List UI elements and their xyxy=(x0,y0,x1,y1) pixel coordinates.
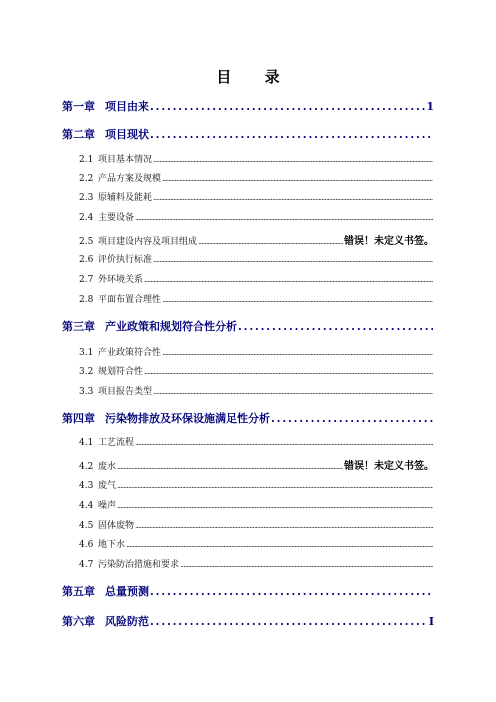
toc-section-entry[interactable] xyxy=(79,252,434,265)
toc-dot-leader xyxy=(126,540,433,550)
toc-entry-label: 原辅料及能耗 xyxy=(98,193,153,203)
toc-section-entry[interactable] xyxy=(79,557,434,570)
toc-entry-number: 4.2 xyxy=(79,462,94,472)
toc-entry-label: 固体废物 xyxy=(98,521,135,531)
toc-entry-number: 第一章 xyxy=(62,100,95,113)
toc-entry-number: 2.6 xyxy=(79,255,94,265)
toc-entry-label: 污染物排放及环保设施满足性分析 xyxy=(105,412,270,425)
toc-section-entry[interactable] xyxy=(79,210,434,223)
toc-entry-number: 3.1 xyxy=(79,348,94,358)
toc-dot-leader xyxy=(117,462,343,472)
toc-entry-label: 污染防治措施和要求 xyxy=(98,560,180,570)
toc-entry-number: 第六章 xyxy=(62,615,95,628)
toc-dot-leader xyxy=(144,367,433,377)
toc-entry-label: 项目现状 xyxy=(105,128,149,141)
toc-section-entry[interactable] xyxy=(79,292,434,305)
toc-entry-label: 外环境关系 xyxy=(98,275,144,285)
toc-section-entry[interactable] xyxy=(79,272,434,285)
toc-entry-label: 废水 xyxy=(98,462,117,472)
toc-entry-label: 总量预测 xyxy=(105,585,149,598)
toc-entry-label: 产品方案及规模 xyxy=(98,174,162,184)
toc-chapter-entry[interactable] xyxy=(62,126,434,142)
toc-entry-label: 产业政策符合性 xyxy=(98,348,162,358)
toc-chapter-entry[interactable] xyxy=(62,583,434,599)
toc-entry-number: 2.3 xyxy=(79,193,94,203)
toc-dot-leader xyxy=(153,193,433,203)
toc-entry-label: 平面布置合理性 xyxy=(98,295,162,305)
toc-page-number: 错误！未定义书签。 xyxy=(344,461,434,472)
toc-entry-number: 4.1 xyxy=(79,438,94,448)
toc-dot-leader xyxy=(162,348,433,358)
toc-entry-number: 2.1 xyxy=(79,155,94,165)
toc-page-number: 错误！未定义书签。 xyxy=(344,236,434,247)
toc-chapter-entry[interactable] xyxy=(62,98,434,114)
toc-dot-leader xyxy=(153,255,433,265)
toc-section-entry[interactable] xyxy=(79,364,434,377)
toc-dot-leader xyxy=(117,501,433,511)
toc-dot-leader xyxy=(144,275,433,285)
toc-dot-leader xyxy=(150,615,428,628)
toc-entry-number: 4.5 xyxy=(79,521,94,531)
toc-section-entry[interactable] xyxy=(79,435,434,448)
toc-section-entry[interactable] xyxy=(79,537,434,550)
toc-entry-label: 噪声 xyxy=(98,501,117,511)
toc-entry-label: 工艺流程 xyxy=(98,438,135,448)
toc-entry-number: 第二章 xyxy=(62,128,95,141)
toc-dot-leader xyxy=(162,295,433,305)
toc-entry-label: 项目由来 xyxy=(105,100,149,113)
toc-entry-number: 2.2 xyxy=(79,174,94,184)
toc-section-entry[interactable] xyxy=(79,498,434,511)
toc-dot-leader xyxy=(238,320,433,333)
toc-dot-leader xyxy=(135,213,433,223)
toc-entry-number: 4.7 xyxy=(79,560,94,570)
toc-entry-number: 2.4 xyxy=(79,213,94,223)
toc-dot-leader xyxy=(153,155,433,165)
toc-dot-leader xyxy=(150,128,433,141)
toc-entry-number: 3.2 xyxy=(79,367,94,377)
toc-entry-number: 4.3 xyxy=(79,481,94,491)
toc-page-number: 1 xyxy=(426,100,434,113)
toc-section-entry[interactable] xyxy=(79,171,434,184)
toc-entry-label: 风险防范 xyxy=(105,615,149,628)
toc-entry-label: 主要设备 xyxy=(98,213,135,223)
toc-section-entry[interactable] xyxy=(79,457,434,472)
toc-dot-leader xyxy=(117,481,433,491)
toc-entry-label: 规划符合性 xyxy=(98,367,144,377)
toc-section-entry[interactable] xyxy=(79,478,434,491)
toc-entry-label: 项目建设内容及项目组成 xyxy=(98,237,198,247)
toc-entry-number: 第三章 xyxy=(62,320,95,333)
toc-dot-leader xyxy=(150,585,433,598)
toc-entry-number: 4.6 xyxy=(79,540,94,550)
toc-entry-number: 4.4 xyxy=(79,501,94,511)
toc-dot-leader xyxy=(135,521,433,531)
toc-entry-number: 2.7 xyxy=(79,275,94,285)
toc-section-entry[interactable] xyxy=(79,518,434,531)
toc-section-entry[interactable] xyxy=(79,384,434,397)
toc-chapter-entry[interactable] xyxy=(62,410,434,426)
toc-entry-number: 2.5 xyxy=(79,237,94,247)
toc-entry-label: 产业政策和规划符合性分析 xyxy=(105,320,237,333)
toc-section-entry[interactable] xyxy=(79,345,434,358)
toc-entry-label: 项目报告类型 xyxy=(98,387,153,397)
toc-dot-leader xyxy=(150,100,425,113)
toc-entry-label: 废气 xyxy=(98,481,117,491)
toc-entry-number: 3.3 xyxy=(79,387,94,397)
toc-section-entry[interactable] xyxy=(79,190,434,203)
toc-dot-leader xyxy=(271,412,433,425)
toc-title: 目 录 xyxy=(216,68,294,86)
toc-dot-leader xyxy=(180,560,433,570)
toc-entry-label: 地下水 xyxy=(98,540,126,550)
toc-dot-leader xyxy=(198,237,343,247)
toc-page-number: I xyxy=(428,615,434,628)
toc-entry-number: 2.8 xyxy=(79,295,94,305)
toc-dot-leader xyxy=(135,438,433,448)
toc-entry-number: 第五章 xyxy=(62,585,95,598)
toc-entry-label: 项目基本情况 xyxy=(98,155,153,165)
toc-dot-leader xyxy=(153,387,433,397)
toc-section-entry[interactable] xyxy=(79,152,434,165)
toc-dot-leader xyxy=(162,174,433,184)
toc-chapter-entry[interactable] xyxy=(62,613,434,629)
toc-section-entry[interactable] xyxy=(79,232,434,247)
toc-entry-number: 第四章 xyxy=(62,412,95,425)
toc-entry-label: 评价执行标准 xyxy=(98,255,153,265)
toc-chapter-entry[interactable] xyxy=(62,318,434,334)
